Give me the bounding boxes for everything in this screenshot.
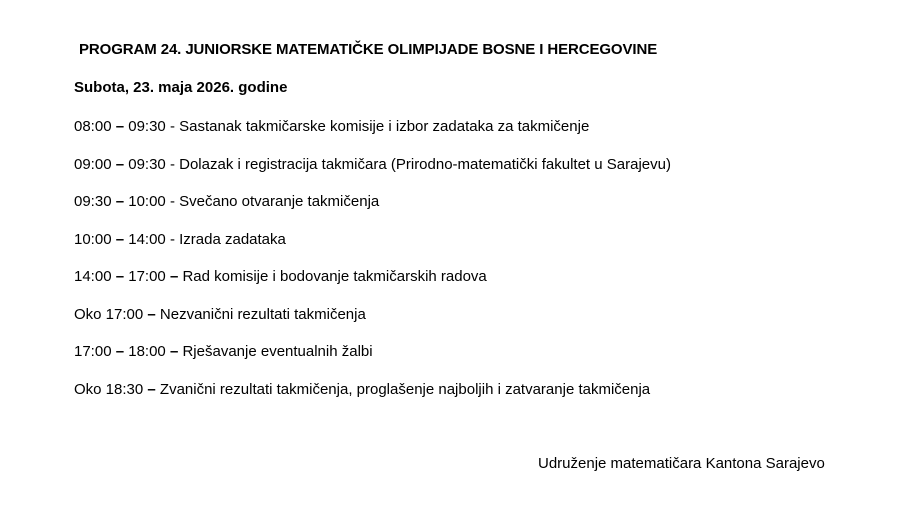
schedule-item — [74, 267, 671, 305]
end-time: 18:00 — [128, 343, 166, 360]
schedule-item — [74, 230, 671, 268]
end-time: 14:00 — [128, 230, 166, 248]
description-separator: - — [169, 155, 175, 173]
description-separator: – — [169, 343, 179, 360]
description-separator: - — [169, 193, 175, 210]
description-separator: - — [169, 230, 175, 248]
schedule-item — [74, 380, 671, 418]
start-time: Oko 17:00 — [74, 305, 144, 323]
description-separator: – — [147, 380, 156, 398]
schedule-item — [74, 117, 671, 155]
activity-text: Zvanični rezultati takmičenja, proglašenje najboljih i zatvaranje takmičenja — [159, 380, 651, 398]
description-separator: – — [147, 305, 156, 323]
start-time: 08:00 — [74, 118, 112, 135]
event-date: Subota, 23. maja 2026. godine — [74, 79, 288, 96]
activity-text: Rješavanje eventualnih žalbi — [182, 343, 373, 360]
start-time: 09:30 — [74, 193, 112, 210]
start-time: Oko 18:30 — [74, 380, 144, 398]
time-separator: – — [115, 118, 125, 135]
start-time: 14:00 — [74, 268, 112, 285]
activity-text: Nezvanični rezultati takmičenja — [159, 305, 366, 323]
description-separator: - — [169, 118, 175, 135]
end-time: 17:00 — [128, 268, 166, 285]
activity-text: Sastanak takmičarske komisije i izbor zadataka za takmičenje — [179, 118, 590, 135]
schedule-item — [74, 342, 671, 380]
end-time: 09:30 — [128, 118, 166, 135]
schedule-item — [74, 155, 671, 193]
activity-text: Svečano otvaranje takmičenja — [179, 193, 380, 210]
document-title: PROGRAM 24. JUNIORSKE MATEMATIČKE OLIMPIJADE BOSNE I HERCEGOVINE — [79, 41, 658, 58]
schedule-item — [74, 305, 671, 343]
time-separator: – — [115, 193, 125, 210]
time-separator: – — [115, 268, 125, 285]
description-separator: – — [169, 268, 179, 285]
time-separator: – — [115, 230, 125, 248]
schedule-item — [74, 192, 671, 230]
end-time: 10:00 — [128, 193, 166, 210]
time-separator: – — [115, 343, 125, 360]
activity-text: Dolazak i registracija takmičara (Prirodno-matematički fakultet u Sarajevu) — [179, 155, 671, 173]
start-time: 10:00 — [74, 230, 112, 248]
end-time: 09:30 — [128, 155, 166, 173]
schedule-list — [74, 117, 671, 417]
activity-text: Rad komisije i bodovanje takmičarskih radova — [182, 268, 487, 285]
start-time: 17:00 — [74, 343, 112, 360]
start-time: 09:00 — [74, 155, 112, 173]
organizer-signature: Udruženje matematičara Kantona Sarajevo — [538, 455, 825, 472]
time-separator: – — [115, 155, 125, 173]
activity-text: Izrada zadataka — [179, 230, 286, 248]
